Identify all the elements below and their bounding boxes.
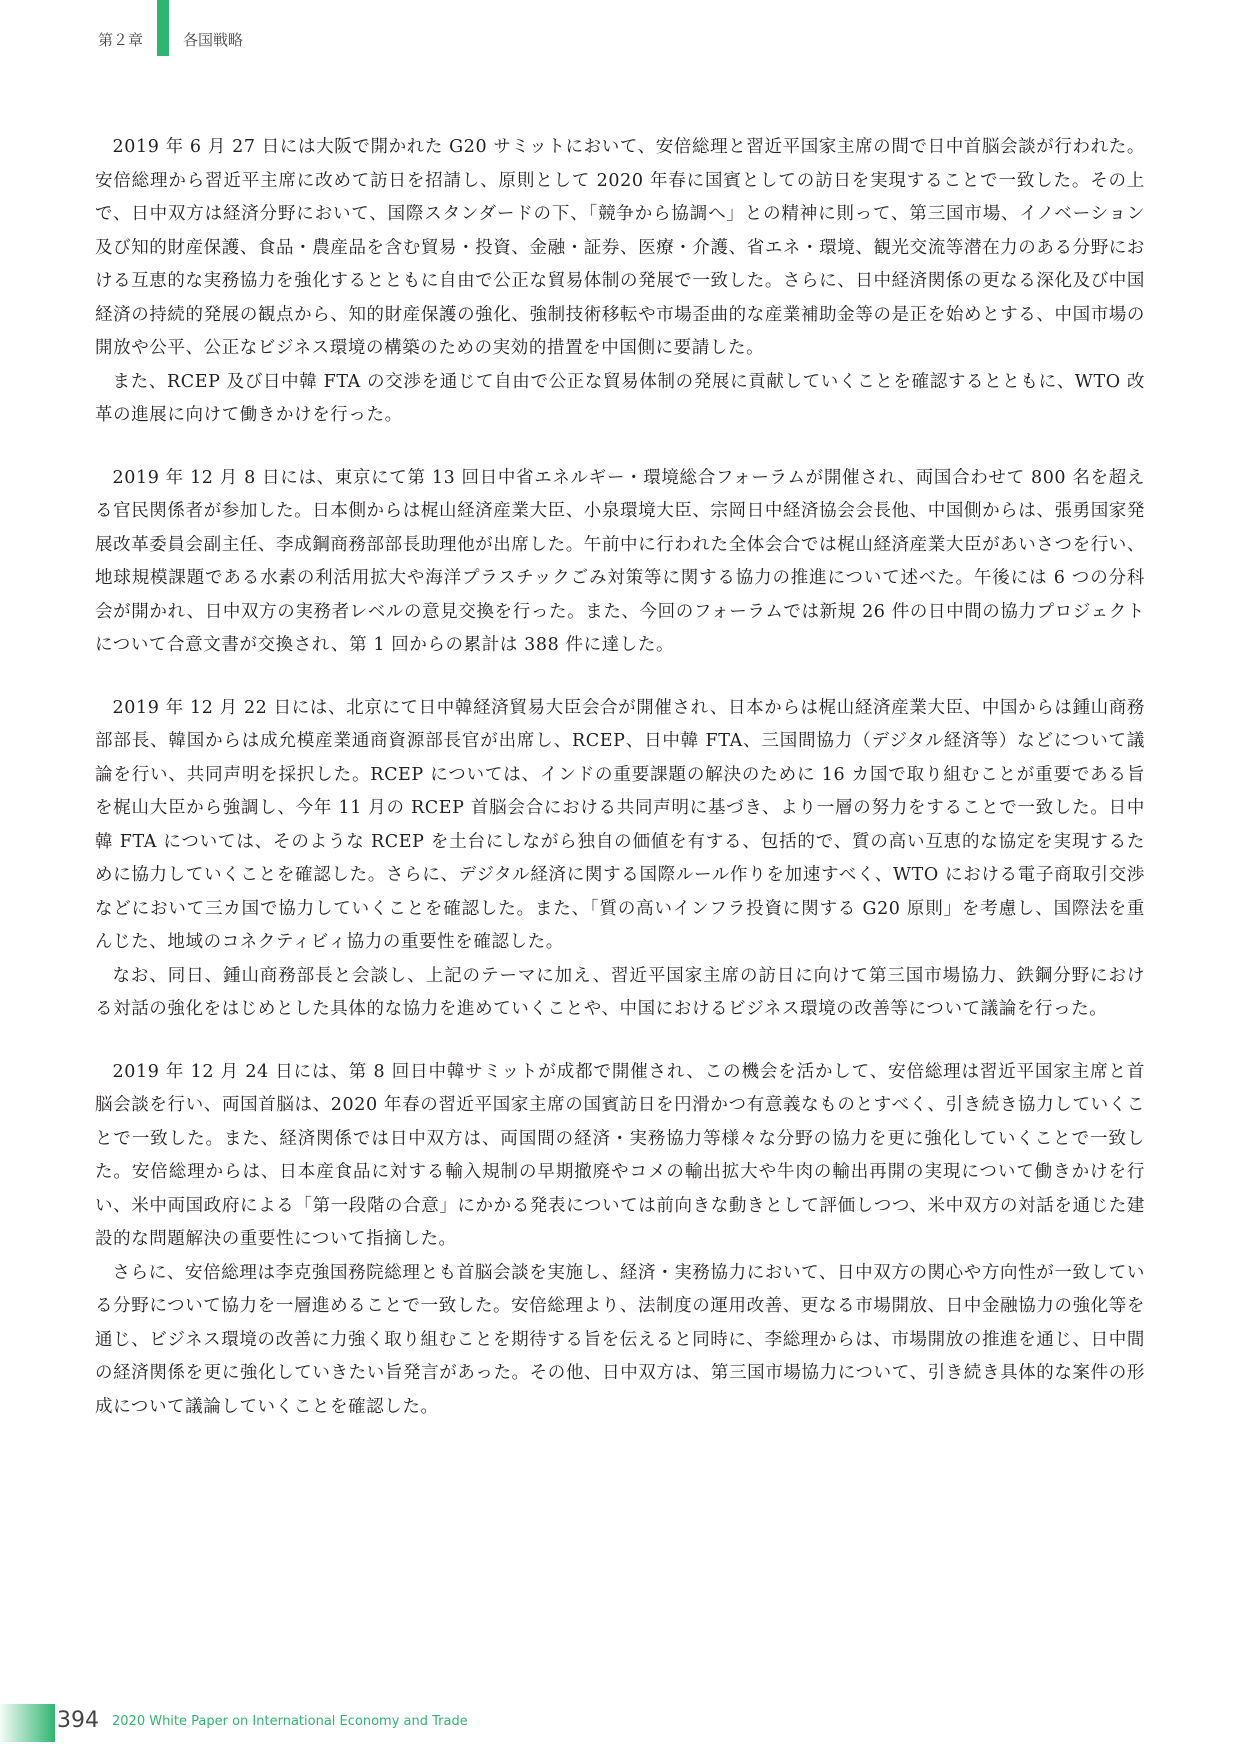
- section-trilateral-summit: [95, 1056, 1145, 1425]
- paragraph: さらに、安倍総理は李克強国務院総理とも首脳会談を実施し、経済・実務協力において、日中双方の関心や方向性が一致している分野について協力を一層進めることで一致した。安倍総理より、法制度の運用改善、更なる市場開放、日中金融協力の強化等を通じ、ビジネス環境の改善に力強く取り組むことを期待する旨を伝えると同時に、李総理からは、市場開放の推進を通じ、日中間の経済関係を更に強化していきたい旨発言があった。その他、日中双方は、第三国市場協力について、引き続き具体的な案件の形成について議論していくことを確認した。: [95, 1262, 1145, 1417]
- paragraph: 2019 年 12 月 8 日には、東京にて第 13 回日中省エネルギー・環境総合フォーラムが開催され、両国合わせて 800 名を超える官民関係者が参加した。日本側からは梶山経済産業大臣、小泉環境大臣、宗岡日中経済協会会長他、中国側からは、張勇国家発展改革委員会副主任、李成鋼商務部部長助理他が出席した。午前中に行われた全体会合では梶山経済産業大臣があいさつを行い、地球規模課題である水素の利活用拡大や海洋プラスチックごみ対策等に関する協力の推進について述べた。午後には 6 つの分科会が開かれ、日中双方の実務者レベルの意見交換を行った。また、今回のフォーラムでは新規 26 件の日中間の協力プロジェクトについて合意文書が交換され、第 1 回からの累計は 388 件に達した。: [95, 467, 1145, 655]
- paragraph: なお、同日、鍾山商務部長と会談し、上記のテーマに加え、習近平国家主席の訪日に向けて第三国市場協力、鉄鋼分野における対話の強化をはじめとした具体的な協力を進めていくことや、中国におけるビジネス環境の改善等について議論を行った。: [95, 965, 1145, 1019]
- paragraph: 2019 年 6 月 27 日には大阪で開かれた G20 サミットにおいて、安倍総理と習近平国家主席の間で日中首脳会談が行われた。安倍総理から習近平主席に改めて訪日を招請し、原則として 2020 年春に国賓としての訪日を実現することで一致した。その上で、日中双方は経済分野において、国際スタンダードの下、「競争から協調へ」との精神に則って、第三国市場、イノベーション及び知的財産保護、食品・農産品を含む貿易・投資、金融・証券、医療・介護、省エネ・環境、観光交流等潜在力のある分野における互恵的な実務協力を強化するとともに自由で公正な貿易体制の発展で一致した。さらに、日中経済関係の更なる深化及び中国経済の持続的発展の観点から、知的財産保護の強化、強制技術移転や市場歪曲的な産業補助金等の是正を始めとする、中国市場の開放や公平、公正なビジネス環境の構築のための実効的措置を中国側に要請した。: [95, 137, 1145, 358]
- section-g20-summit: [95, 131, 1145, 433]
- paragraph: 2019 年 12 月 24 日には、第 8 回日中韓サミットが成都で開催され、この機会を活かして、安倍総理は習近平国家主席と首脳会談を行い、両国首脳は、2020 年春の習近平国家主席の国賓訪日を円滑かつ有意義なものとすべく、引き続き協力していくことで一致した。また、経済関係では日中双方は、両国間の経済・実務協力等様々な分野の協力を更に強化していくことで一致した。安倍総理からは、日本産食品に対する輸入規制の早期撤廃やコメの輸出拡大や牛肉の輸出再開の実現について働きかけを行い、米中両国政府による「第一段階の合意」にかかる発表については前向きな動きとして評価しつつ、米中双方の対話を通じた建設的な問題解決の重要性について指摘した。: [95, 1061, 1145, 1249]
- section-energy-forum: [95, 462, 1145, 663]
- section-trade-ministers-meeting: [95, 692, 1145, 1027]
- paragraph: また、RCEP 及び日中韓 FTA の交渉を通じて自由で公正な貿易体制の発展に貢献していくことを確認するとともに、WTO 改革の進展に向けて働きかけを行った。: [95, 371, 1145, 425]
- chapter-accent-bar: [157, 0, 169, 56]
- page-header: [0, 0, 1241, 60]
- chapter-label: 第２章: [98, 31, 144, 49]
- footer-accent-gradient: [0, 1704, 55, 1742]
- page-footer: [0, 1704, 1241, 1744]
- paragraph: 2019 年 12 月 22 日には、北京にて日中韓経済貿易大臣会合が開催され、日本からは梶山経済産業大臣、中国からは鍾山商務部部長、韓国からは成允模産業通商資源部長官が出席し、RCEP、日中韓 FTA、三国間協力（デジタル経済等）などについて議論を行い、共同声明を採択した。RCEP については、インドの重要課題の解決のために 16 カ国で取り組むことが重要である旨を梶山大臣から強調し、今年 11 月の RCEP 首脳会合における共同声明に基づき、より一層の努力をすることで一致した。日中韓 FTA については、そのような RCEP を土台にしながら独自の価値を有する、包括的で、質の高い互恵的な協定を実現するために協力していくことを確認した。さらに、デジタル経済に関する国際ルール作りを加速すべく、WTO における電子商取引交渉などにおいて三カ国で協力していくことを確認した。また、「質の高いインフラ投資に関する G20 原則」を考慮し、国際法を重んじた、地域のコネクティビィ協力の重要性を確認した。: [95, 697, 1145, 952]
- publication-title: 2020 White Paper on International Economy and Trade: [112, 1714, 468, 1729]
- chapter-title: 各国戦略: [183, 31, 244, 49]
- body-content: [95, 131, 1145, 1453]
- page-number: 394: [57, 1708, 99, 1733]
